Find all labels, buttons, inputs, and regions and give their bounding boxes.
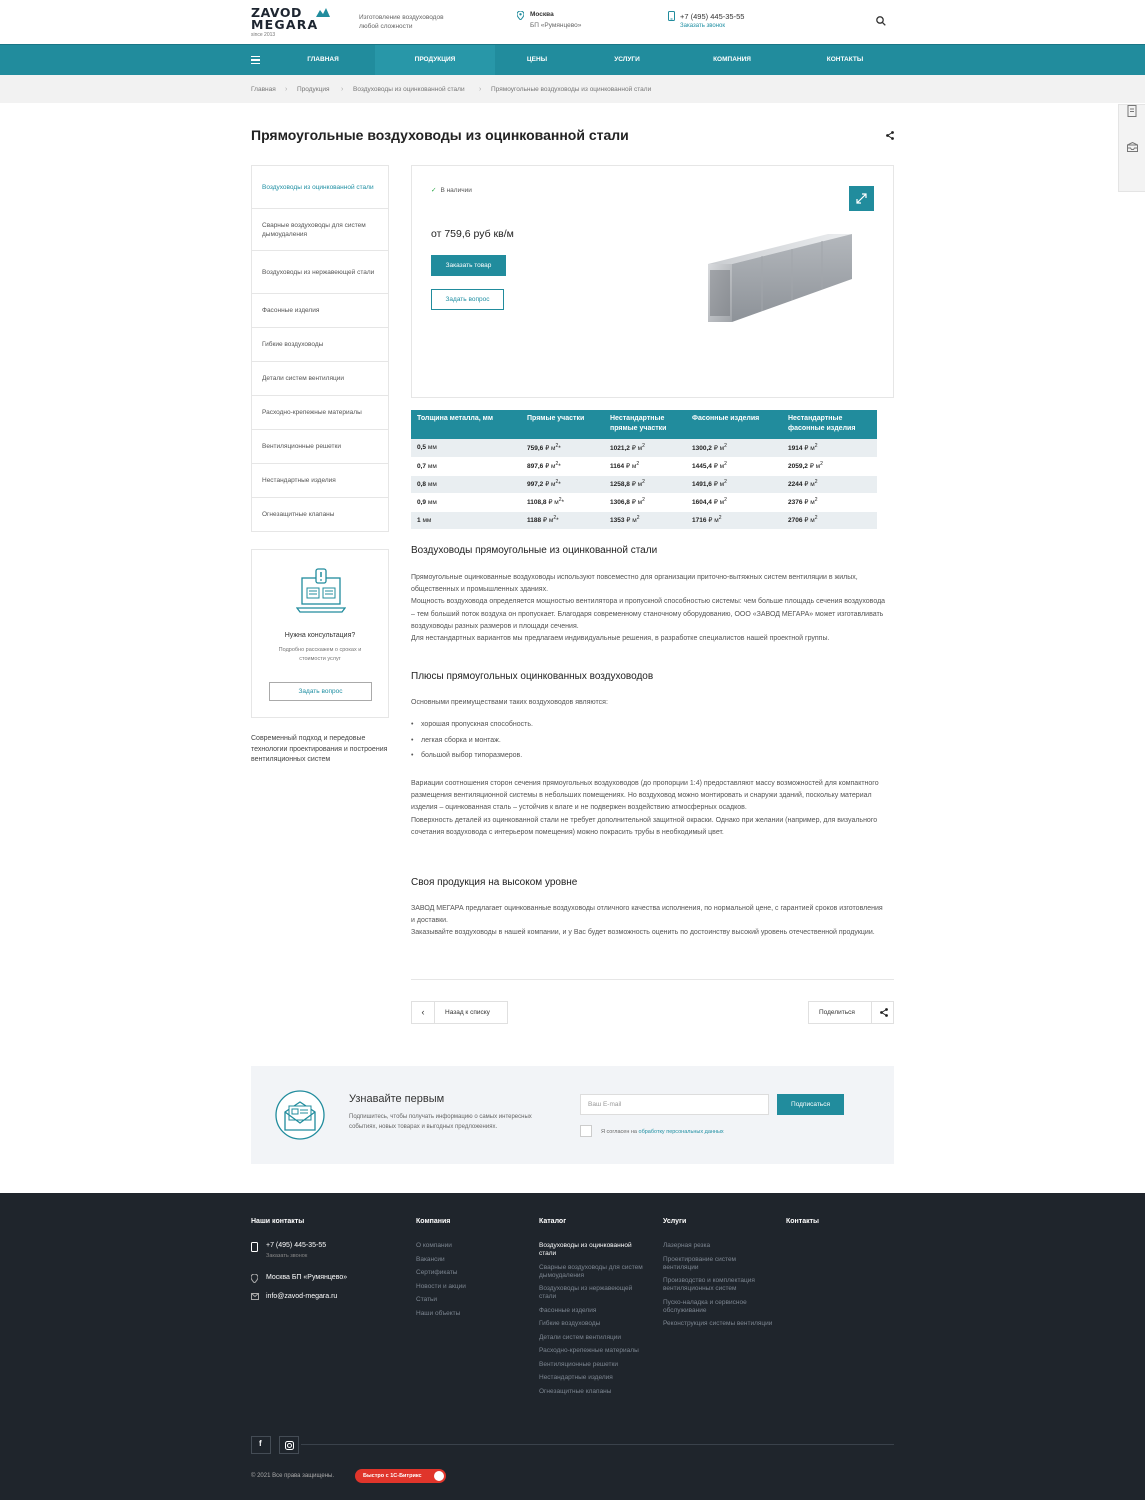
header-city: Москва xyxy=(530,11,554,18)
table-row xyxy=(411,511,877,529)
table-cell: 1021,2 ₽ $м^2$ xyxy=(604,439,686,457)
sidebar-item-welded[interactable]: Сварные воздуховоды для систем дымоудаления xyxy=(252,209,388,251)
sidebar-item-galvanized[interactable]: Воздуховоды из оцинкованной стали xyxy=(252,166,388,209)
mail-inbox-icon[interactable] xyxy=(1127,142,1138,152)
table-cell: 1914 ₽ $м^2$ xyxy=(782,439,877,457)
table-header: Нестандартные прямые участки xyxy=(604,410,686,439)
product-card xyxy=(411,165,894,398)
footer-catalog-title: Каталог xyxy=(539,1218,567,1225)
paragraph xyxy=(411,903,886,940)
share-icon-wrap xyxy=(871,1002,894,1023)
table-cell: 1604,4 ₽ $м^2$ xyxy=(686,493,782,511)
table-cell: 0,7 мм xyxy=(411,457,521,475)
footer-link[interactable]: Статьи xyxy=(416,1296,438,1303)
site-footer xyxy=(0,1193,1145,1500)
table-cell: 1 мм xyxy=(411,511,521,529)
table-header: Нестандартные фасонные изделия xyxy=(782,410,877,439)
location-pin-icon xyxy=(251,1274,258,1283)
logo-since: since 2013 xyxy=(251,32,276,38)
footer-link[interactable]: Вакансии xyxy=(416,1255,445,1263)
table-cell: 1300,2 ₽ $м^2$ xyxy=(686,439,782,457)
table-cell: 1445,4 ₽ $м^2$ xyxy=(686,457,782,475)
back-to-list-button[interactable] xyxy=(411,1001,508,1024)
envelope-icon xyxy=(275,1090,325,1140)
table-header: Толщина металла, мм xyxy=(411,410,521,439)
consult-ask-button[interactable]: Задать вопрос xyxy=(269,682,372,701)
breadcrumb xyxy=(0,75,1145,103)
footer-address-text: Москва БП «Румянцево» xyxy=(266,1274,348,1281)
paragraph xyxy=(411,572,886,645)
consent-label: Я согласен на обработку персональных данных xyxy=(601,1129,724,1135)
floating-side-panel xyxy=(1118,104,1145,192)
sidebar-item-grilles[interactable]: Вентиляционные решетки xyxy=(252,430,388,464)
check-icon: ✓ xyxy=(431,187,437,194)
sidebar-item-flexible[interactable]: Гибкие воздуховоды xyxy=(252,328,388,362)
sidebar-menu xyxy=(251,165,389,532)
subscribe-block xyxy=(251,1066,894,1164)
paragraph-text: Прямоугольные оцинкованные воздуховоды используют повсеместно для организации приточно-вытяжных систем вентиляции в жилых, общественных и промышленных зданиях. xyxy=(411,574,858,594)
table-cell: 997,2 ₽ $м^2*$ xyxy=(521,475,604,493)
footer-link[interactable]: Новости и акции xyxy=(416,1282,466,1290)
table-cell: 2059,2 ₽ $м^2$ xyxy=(782,457,877,475)
footer-link[interactable]: Гибкие воздуховоды xyxy=(539,1320,601,1327)
list-item: • хорошая пропускная способность. xyxy=(411,721,533,728)
footer-link[interactable]: Сварные воздуховоды для систем дымоудаления xyxy=(539,1263,643,1279)
footer-contacts2-title: Контакты xyxy=(786,1218,820,1225)
table-cell: 0,9 мм xyxy=(411,493,521,511)
table-header: Фасонные изделия xyxy=(686,410,782,439)
mountain-icon xyxy=(316,8,330,17)
logo-line1: ZAVOD xyxy=(251,5,302,20)
footer-link[interactable]: Воздуховоды из оцинкованной стали xyxy=(539,1242,632,1257)
paragraph-text: ЗАВОД МЕГАРА предлагает оцинкованные воздуховоды отличного качества исполнения, по нормальной цене, с гарантией сроков изготовления и доставки. xyxy=(411,905,883,925)
header-phone-number[interactable]: +7 (495) 445-35-55 xyxy=(680,12,745,21)
logo-line2: MEGARA xyxy=(251,17,319,32)
share-icon xyxy=(880,1008,888,1017)
subscribe-text: Подпишитесь, чтобы получать информацию о самых интересных событиях, новых товарах и выгодных предложениях. xyxy=(349,1114,532,1130)
advantages-list xyxy=(411,721,886,768)
footer-services-title: Услуги xyxy=(663,1218,687,1225)
footer-link[interactable]: Наши объекты xyxy=(416,1309,461,1317)
footer-company-list xyxy=(416,1242,526,1323)
order-button[interactable]: Заказать товар xyxy=(431,255,506,276)
table-cell: 897,6 ₽ $м^2*$ xyxy=(521,457,604,475)
table-cell: 1164 ₽ $м^2$ xyxy=(604,457,686,475)
table-cell: 1258,8 ₽ $м^2$ xyxy=(604,475,686,493)
paragraph-text: Заказывайте воздуховоды в нашей компании, и у Вас будет возможность оценить по достоинству высокий уровень отечественной продукции. xyxy=(411,929,875,937)
privacy-link[interactable]: обработку персональных данных xyxy=(638,1129,724,1135)
back-label: Назад к списку xyxy=(445,1009,490,1016)
product-price: от 759,6 руб кв/м xyxy=(431,228,514,240)
table-cell: 1306,8 ₽ $м^2$ xyxy=(604,493,686,511)
bitrix-clock-icon xyxy=(434,1471,444,1481)
expand-image-button[interactable] xyxy=(849,186,874,211)
sidebar-note: Современный подход и передовые технологии проектирования и построения вентиляционных систем xyxy=(251,735,388,763)
table-cell: 1108,8 ₽ $м^2*$ xyxy=(521,493,604,511)
product-image-duct[interactable] xyxy=(680,224,885,339)
content-divider xyxy=(411,979,894,980)
chevron-left-icon: ‹ xyxy=(412,1002,435,1023)
table-cell: 759,6 ₽ $м^2*$ xyxy=(521,439,604,457)
bitrix-label: Быстро с 1С-Битрикс xyxy=(363,1473,422,1479)
table-cell: 1188 ₽ $м^2*$ xyxy=(521,511,604,529)
footer-link[interactable]: Фасонные изделия xyxy=(539,1306,597,1314)
page-title: Прямоугольные воздуховоды из оцинкованной стали xyxy=(251,127,629,143)
table-cell: 0,5 мм xyxy=(411,439,521,457)
nav-item-company[interactable]: КОМПАНИЯ xyxy=(713,56,751,63)
nav-item-home[interactable]: ГЛАВНАЯ xyxy=(307,56,339,63)
document-icon[interactable] xyxy=(1127,105,1137,117)
laptop-question-icon xyxy=(296,568,346,616)
breadcrumb-separator-icon: › xyxy=(479,86,482,93)
price-table xyxy=(411,410,877,530)
site-header xyxy=(0,0,1145,44)
stock-label: В наличии xyxy=(440,187,472,194)
facebook-icon: f xyxy=(259,1439,262,1448)
footer-link[interactable]: О компании xyxy=(416,1242,452,1249)
list-item: • большой выбор типоразмеров. xyxy=(411,752,523,759)
paragraph-text: Основными преимуществами таких воздуховодов являются: xyxy=(411,699,608,706)
sidebar-item-fittings[interactable]: Фасонные изделия xyxy=(252,294,388,328)
sidebar-item-custom[interactable]: Нестандартные изделия xyxy=(252,464,388,498)
tagline: Изготовление воздуховодов любой сложности xyxy=(359,14,444,30)
table-cell: 1716 ₽ $м^2$ xyxy=(686,511,782,529)
table-header: Прямые участки xyxy=(521,410,604,439)
ask-question-button[interactable]: Задать вопрос xyxy=(431,289,504,310)
footer-link[interactable]: Пуско-наладка и сервисное обслуживание xyxy=(663,1298,747,1314)
table-row xyxy=(411,457,877,475)
share-icon[interactable] xyxy=(886,131,894,140)
breadcrumb-separator-icon: › xyxy=(341,86,344,93)
table-row xyxy=(411,493,877,511)
stock-status xyxy=(431,186,472,194)
table-cell: 1353 ₽ $м^2$ xyxy=(604,511,686,529)
nav-item-prices[interactable]: ЦЕНЫ xyxy=(526,56,548,63)
consult-text: Подробно расскажем о сроках и стоимости услуг xyxy=(278,647,362,662)
logo[interactable] xyxy=(251,7,333,41)
facebook-button[interactable] xyxy=(251,1436,271,1454)
header-location[interactable] xyxy=(517,11,582,29)
paragraph-text: Для нестандартных вариантов мы предлагаем индивидуальные решения, в разработке специалистов нашей проектной группы. xyxy=(411,635,830,643)
breadcrumb-home[interactable]: Главная xyxy=(251,86,276,93)
footer-link[interactable]: Огнезащитные клапаны xyxy=(539,1387,612,1395)
sidebar-item-fire-valves[interactable]: Огнезащитные клапаны xyxy=(252,498,388,532)
location-pin-icon xyxy=(517,11,524,20)
footer-link[interactable]: Реконструкция системы вентиляции xyxy=(663,1320,773,1327)
phone-icon xyxy=(251,1242,258,1252)
table-cell: 2706 ₽ $м^2$ xyxy=(782,511,877,529)
paragraph xyxy=(411,778,886,839)
section-heading: Плюсы прямоугольных оцинкованных воздуховодов xyxy=(411,671,654,682)
table-row xyxy=(411,439,877,457)
header-phone[interactable] xyxy=(668,11,745,29)
footer-link[interactable]: Сертификаты xyxy=(416,1269,458,1276)
footer-email-text[interactable]: info@zavod-megara.ru xyxy=(266,1293,338,1300)
nav-item-products[interactable]: ПРОДУКЦИЯ xyxy=(375,45,495,75)
sidebar-item-fasteners[interactable]: Расходно-крепежные материалы xyxy=(252,396,388,430)
footer-link[interactable]: Детали систем вентиляции xyxy=(539,1333,621,1341)
footer-link[interactable]: Проектирование систем вентиляции xyxy=(663,1255,737,1271)
section-heading: Своя продукция на высоком уровне xyxy=(411,877,578,888)
nav-item-services[interactable]: УСЛУГИ xyxy=(614,56,640,63)
footer-link[interactable]: Расходно-крепежные материалы xyxy=(539,1347,639,1354)
bitrix-badge[interactable] xyxy=(355,1469,446,1483)
copyright: © 2021 Все права защищены. xyxy=(251,1473,335,1479)
list-item: • легкая сборка и монтаж. xyxy=(411,736,501,744)
nav-item-contacts[interactable]: КОНТАКТЫ xyxy=(826,56,864,63)
footer-contacts-title: Наши контакты xyxy=(251,1218,305,1225)
paragraph-text: Поверхность деталей из оцинкованной стали не требует дополнительной защитной окраски. Однако при желании (например, для визуального сочетания воздуховода с интерьером помещения) можно покрасить трубы в необходимый цвет. xyxy=(411,816,878,836)
subscribe-title: Узнавайте первым xyxy=(349,1093,445,1105)
table-cell: 0,8 мм xyxy=(411,475,521,493)
footer-callback[interactable]: Заказать звонок xyxy=(266,1253,308,1259)
breadcrumb-products[interactable]: Продукция xyxy=(297,86,330,93)
header-callback-link[interactable]: Заказать звонок xyxy=(680,23,725,29)
sidebar-item-parts[interactable]: Детали систем вентиляции xyxy=(252,362,388,396)
section-heading: Воздуховоды прямоугольные из оцинкованной стали xyxy=(411,545,658,556)
menu-burger-icon[interactable] xyxy=(251,56,260,64)
mail-icon xyxy=(251,1293,259,1300)
subscribe-button[interactable]: Подписаться xyxy=(777,1094,844,1115)
breadcrumb-current: Прямоугольные воздуховоды из оцинкованной стали xyxy=(491,86,652,93)
email-input[interactable]: Ваш E-mail xyxy=(580,1094,769,1115)
header-address: БП «Румянцево» xyxy=(530,22,582,29)
main-nav xyxy=(0,44,1145,75)
footer-catalog-list xyxy=(539,1242,649,1401)
search-icon[interactable] xyxy=(876,16,886,26)
instagram-icon xyxy=(285,1441,294,1450)
footer-link[interactable]: Воздуховоды из нержавеющей стали xyxy=(539,1285,633,1300)
footer-divider xyxy=(301,1444,894,1445)
breadcrumb-separator-icon: › xyxy=(285,86,288,93)
paragraph-text: Вариации соотношения сторон сечения прямоугольных воздуховодов (до пропорции 1:4) предоставляют массу возможностей для компактного размещения вентиляционной системы в небольших помещениях. Но воздуховод можно монтировать и снаружи зданий, поскольку материал изделия – оцинкованная сталь – устойчив к влаге и не подвержен воздействию атмосферных осадков. xyxy=(411,780,879,812)
share-button[interactable] xyxy=(808,1001,894,1024)
table-cell: 2376 ₽ $м^2$ xyxy=(782,493,877,511)
share-label: Поделиться xyxy=(819,1009,855,1016)
footer-link[interactable]: Лазерная резка xyxy=(663,1242,711,1249)
footer-phone-number[interactable]: +7 (495) 445-35-55 xyxy=(266,1242,327,1249)
consult-box xyxy=(251,549,389,718)
table-cell: 2244 ₽ $м^2$ xyxy=(782,475,877,493)
sidebar-item-stainless[interactable]: Воздуховоды из нержавеющей стали xyxy=(252,251,388,294)
footer-company-title: Компания xyxy=(416,1218,451,1225)
footer-services-list xyxy=(663,1242,773,1334)
consent-checkbox[interactable] xyxy=(580,1125,592,1137)
expand-icon xyxy=(849,186,874,211)
footer-link[interactable]: Вентиляционные решетки xyxy=(539,1360,618,1368)
paragraph-text: Мощность воздуховода определяется мощностью вентилятора и пропускной способностью системы: чем больше площадь сечения воздуховода – тем больший поток воздуха он пропускает. Благодаря современному станочному оборудованию, ООО «ЗАВОД МЕГАРА» может изготавливать воздуховоды разных размеров и площади сечения. xyxy=(411,598,886,630)
phone-icon xyxy=(668,11,675,21)
table-row xyxy=(411,475,877,493)
breadcrumb-galvanized[interactable]: Воздуховоды из оцинкованной стали xyxy=(353,86,465,93)
footer-link[interactable]: Производство и комплектация вентиляционных систем xyxy=(663,1277,755,1292)
instagram-button[interactable] xyxy=(279,1436,299,1454)
footer-link[interactable]: Нестандартные изделия xyxy=(539,1374,613,1381)
table-cell: 1491,6 ₽ $м^2$ xyxy=(686,475,782,493)
consult-title: Нужна консультация? xyxy=(284,632,356,639)
